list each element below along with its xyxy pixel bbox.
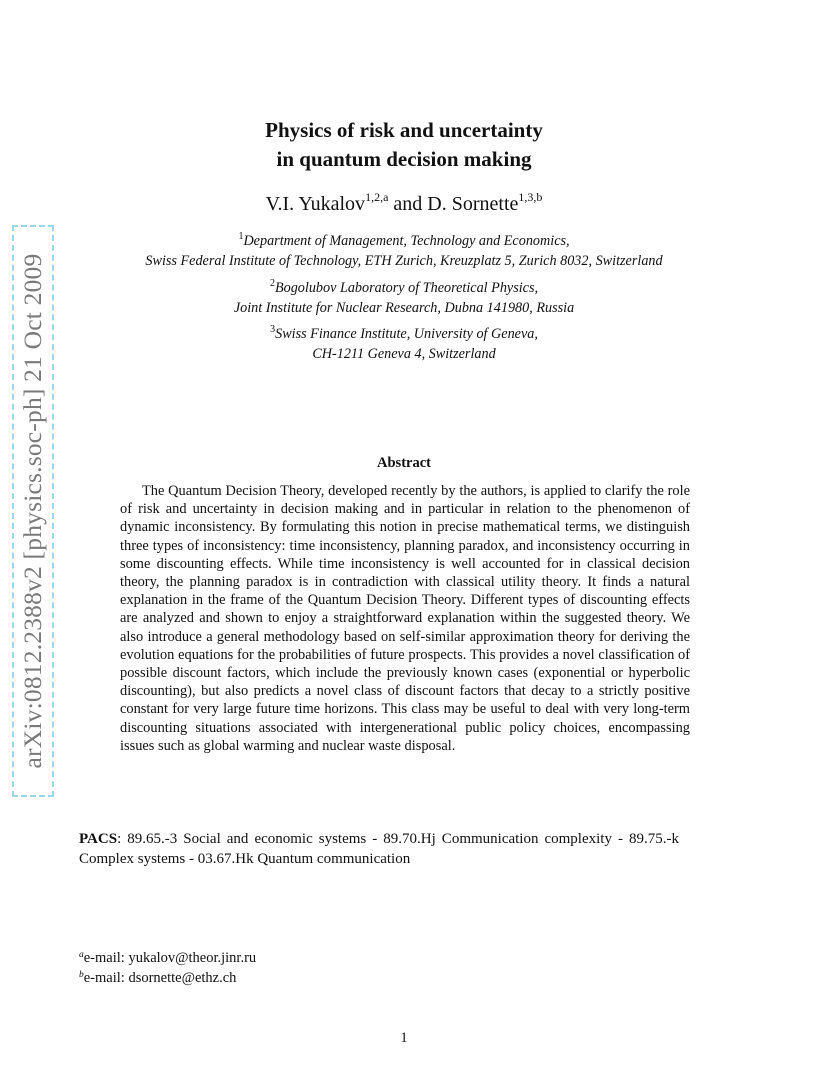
author-affiliation-marker: 1,3,b (518, 190, 543, 204)
affiliation-line: CH-1211 Geneva 4, Switzerland (312, 346, 496, 362)
pacs-text: : 89.65.-3 Social and economic systems - 89.70.Hj Communication complexity - 89.75.-k Complex systems - 03.67.Hk Quantum communication (79, 831, 679, 867)
affiliation-block (0, 274, 808, 318)
author-name: V.I. Yukalov (265, 193, 366, 215)
affiliation-line: Swiss Federal Institute of Technology, ETH Zurich, Kreuzplatz 5, Zurich 8032, Switzerland (145, 253, 663, 269)
affiliation-line: Joint Institute for Nuclear Research, Dubna 141980, Russia (233, 300, 575, 316)
author-name: D. Sornette (427, 193, 519, 215)
author-conjunction: and (388, 193, 428, 215)
footnote-email: e-mail: dsornette@ethz.ch (83, 970, 237, 986)
footnote (79, 965, 236, 988)
pacs-label: PACS (79, 831, 118, 847)
affiliation-line: Bogolubov Laboratory of Theoretical Physics, (274, 280, 539, 296)
affiliation-number: 3 (270, 324, 276, 335)
affiliation-number: 2 (269, 278, 275, 289)
pacs-codes (79, 829, 679, 869)
paper-title (0, 116, 808, 174)
author-list (0, 190, 808, 216)
footnote-mark: b (79, 970, 84, 980)
affiliation-block (0, 320, 808, 364)
footnote-mark: a (79, 950, 84, 960)
page-number: 1 (400, 1030, 408, 1046)
affiliation-block (0, 227, 808, 271)
affiliation-number: 1 (238, 231, 244, 242)
abstract-body: The Quantum Decision Theory, developed recently by the authors, is applied to clarify the role of risk and uncertainty in decision making and in particular in relation to the phenomenon of dynamic inconsistency. By formulating this notion in precise mathematical terms, we distinguish three types of inconsistency: time inconsistency, planning paradox, and inconsistency occurring in some discounting effects. While time inconsistency is well accounted for in classical decision theory, the planning paradox is in contradiction with classical utility theory. It finds a natural explanation in the frame of the Quantum Decision Theory. Different types of discounting effects are analyzed and shown to enjoy a straightforward explanation within the suggested theory. We also introduce a general methodology based on self-similar approximation theory for deriving the evolution equations for the probabilities of future prospects. This provides a novel classification of possible discount factors, which include the previously known cases (exponential or hyperbolic discounting), but also predicts a novel class of discount factors that decay to a strictly positive constant for very large future time horizons. This class may be useful to deal with very long-term discounting situations associated with intergenerational public policy choices, encompassing issues such as global warming and nuclear waste disposal. (120, 483, 690, 754)
arxiv-identifier: arXiv:0812.2388v2 [physics.soc-ph] 21 Oct 2009 (18, 253, 47, 769)
affiliation-line: Department of Management, Technology and Economics, (243, 233, 570, 249)
title-line-2: in quantum decision making (276, 147, 532, 171)
affiliation-line: Swiss Finance Institute, University of Geneva, (275, 326, 538, 342)
title-line-1: Physics of risk and uncertainty (265, 118, 543, 142)
author-affiliation-marker: 1,2,a (365, 190, 389, 204)
footnote-email: e-mail: yukalov@theor.jinr.ru (83, 950, 257, 966)
abstract-heading: Abstract (377, 455, 431, 471)
